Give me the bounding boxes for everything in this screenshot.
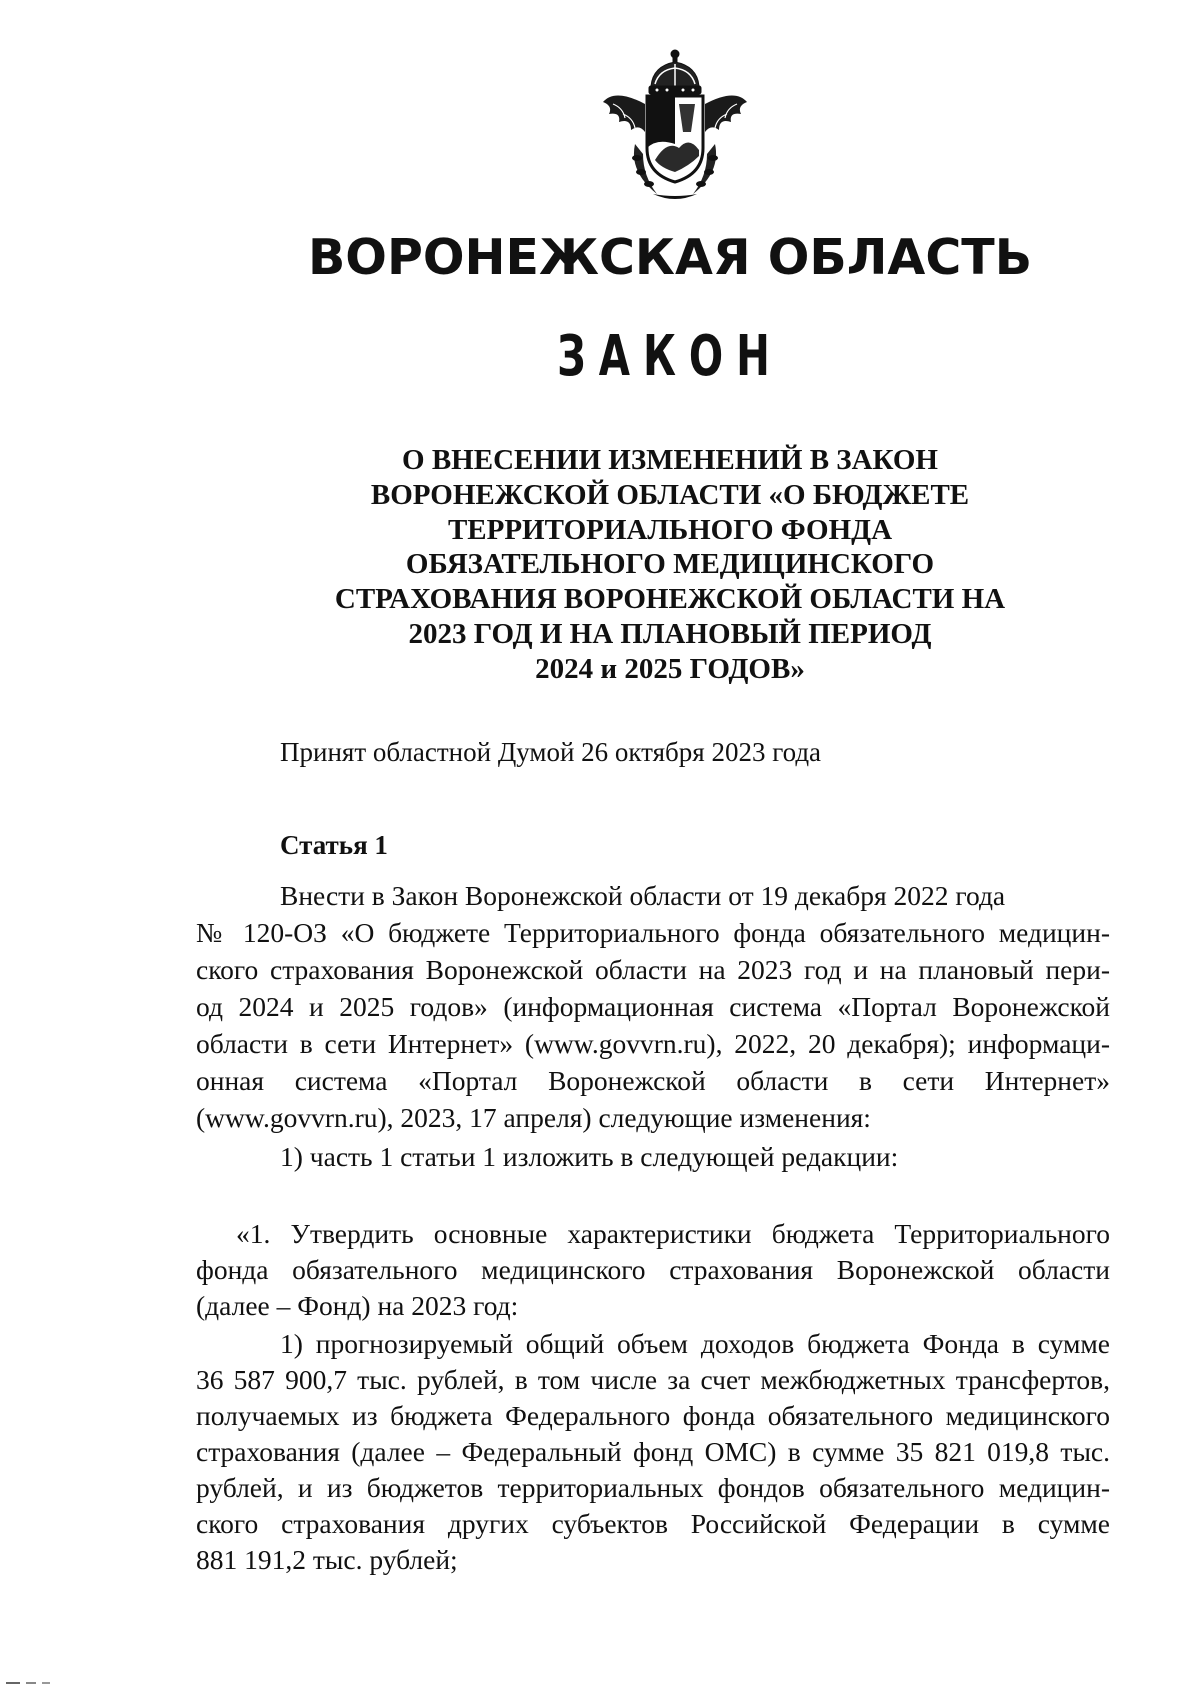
law-title-line: ТЕРРИТОРИАЛЬНОГО ФОНДА <box>447 513 893 546</box>
document-type: ЗАКОН <box>557 324 783 389</box>
law-title-line: ОБЯЗАТЕЛЬНОГО МЕДИЦИНСКОГО <box>405 548 935 581</box>
region-title: ВОРОНЕЖСКАЯ ОБЛАСТЬ <box>307 229 1033 286</box>
law-title-line: 2024 и 2025 ГОДОВ» <box>535 652 805 685</box>
voronezh-coat-of-arms-icon <box>595 48 755 204</box>
law-title-line: ВОРОНЕЖСКОЙ ОБЛАСТИ «О БЮДЖЕТЕ <box>370 478 970 511</box>
scan-edge-marks <box>0 1672 80 1690</box>
law-title-line: 2023 ГОД И НА ПЛАНОВЫЙ ПЕРИОД <box>408 617 932 650</box>
law-title <box>300 443 1040 687</box>
article-heading: Статья 1 <box>280 830 388 860</box>
document-page: ВОРОНЕЖСКАЯ ОБЛАСТЬ ЗАКОН О ВНЕСЕНИИ ИЗМЕНЕНИЙ В ЗАКОН ВОРОНЕЖСКОЙ ОБЛАСТИ «О БЮДЖЕТЕ ТЕРРИТОРИАЛЬНОГО ФОНДА ОБЯЗАТЕЛЬНОГО МЕДИЦИНСКОГО СТРАХОВАНИЯ ВОРОНЕЖСКОЙ ОБЛАСТИ НА 2023 ГОД И НА ПЛАНОВЫЙ ПЕРИОД 2024 и 2025 ГОДОВ» Принят областной Думой 26 октября 2023 года Статья 1 Внести в Закон Воронежской области от 19 декабря 2022 года № 120-ОЗ «О бюджете Территориального фонда обязательного медицин- ского страхования Воронежской области на 2023 год и на плановый пери- од 2024 и 2025 годов» (информационная система «Портал Воронежской области в сети Интернет» (www.govvrn.ru), 2022, 20 декабря); информаци- онная система «Портал Воронежской области в сети Интернет» (www.govvrn.ru), 2023, 17 апреля) следующие изменения: 1) часть 1 статьи 1 изложить в следующей редакции: «1. Утвердить основные характеристики бюджета Территориального фонда обязательного медицинского страхования Воронежской области (далее – Фонд) на 2023 год: 1) прогнозируемый общий объем доходов бюджета Фонда в сумме 36 587 900,7 тыс. рублей, в том числе за счет межбюджетных трансфертов, получаемых из бюджета Федерального фонда обязательного медицинского страхования (далее – Федеральный фонд ОМС) в сумме 35 821 019,8 тыс. рублей, и из бюджетов территориальных фондов обязательного медицин- ского страхования других субъектов Российской Федерации в сумме 881 191,2 тыс. рублей; <box>0 0 1200 1690</box>
law-title-line: СТРАХОВАНИЯ ВОРОНЕЖСКОЙ ОБЛАСТИ НА <box>334 583 1006 616</box>
law-title-line: О ВНЕСЕНИИ ИЗМЕНЕНИЙ В ЗАКОН <box>402 444 938 476</box>
amendment-item: 1) часть 1 статьи 1 изложить в следующей редакции: <box>280 1141 899 1172</box>
adoption-statement: Принят областной Думой 26 октября 2023 года <box>280 737 822 767</box>
